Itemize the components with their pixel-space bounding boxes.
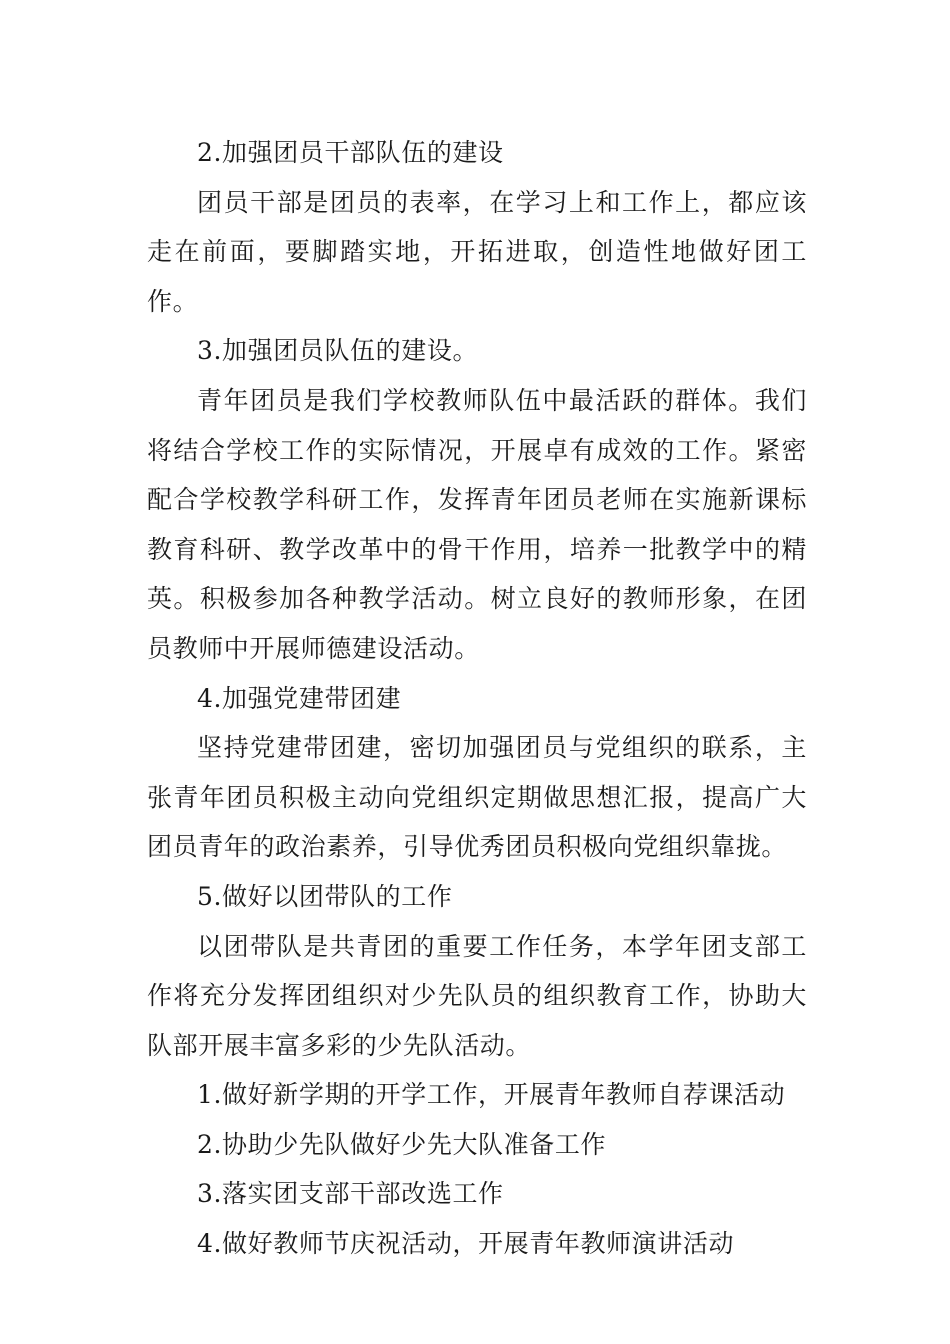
list-item-3: 3.落实团支部干部改选工作 bbox=[197, 1179, 504, 1209]
section-heading-4: 4.加强党建带团建 bbox=[197, 683, 402, 713]
list-item-4: 4.做好教师节庆祝活动，开展青年教师演讲活动 bbox=[197, 1229, 735, 1259]
paragraph-youth-members: 青年团员是我们学校教师队伍中最活跃的群体。我们将结合学校工作的实际情况，开展卓有成效的工作。紧密配合学校教学科研工作，发挥青年团员老师在实施新课标教育科研、教学改革中的骨干作用，培养一批教学中的精英。积极参加各种教学活动。树立良好的教师形象，在团员教师中开展师德建设活动。 bbox=[147, 385, 807, 663]
list-item-1: 1.做好新学期的开学工作，开展青年教师自荐课活动 bbox=[197, 1080, 786, 1110]
paragraph-cadre: 团员干部是团员的表率，在学习上和工作上，都应该走在前面，要脚踏实地，开拓进取，创造性地做好团工作。 bbox=[147, 187, 807, 316]
list-item-2: 2.协助少先队做好少先大队准备工作 bbox=[197, 1129, 607, 1159]
document-page bbox=[147, 128, 807, 1269]
paragraph-party-building: 坚持党建带团建，密切加强团员与党组织的联系，主张青年团员积极主动向党组织定期做思想汇报，提高广大团员青年的政治素养，引导优秀团员积极向党组织靠拢。 bbox=[147, 733, 807, 862]
paragraph-league-leads-team: 以团带队是共青团的重要工作任务，本学年团支部工作将充分发挥团组织对少先队员的组织教育工作，协助大队部开展丰富多彩的少先队活动。 bbox=[147, 931, 807, 1060]
section-heading-3: 3.加强团员队伍的建设。 bbox=[197, 336, 479, 366]
section-heading-2: 2.加强团员干部队伍的建设 bbox=[197, 138, 504, 167]
section-heading-5: 5.做好以团带队的工作 bbox=[197, 881, 453, 911]
